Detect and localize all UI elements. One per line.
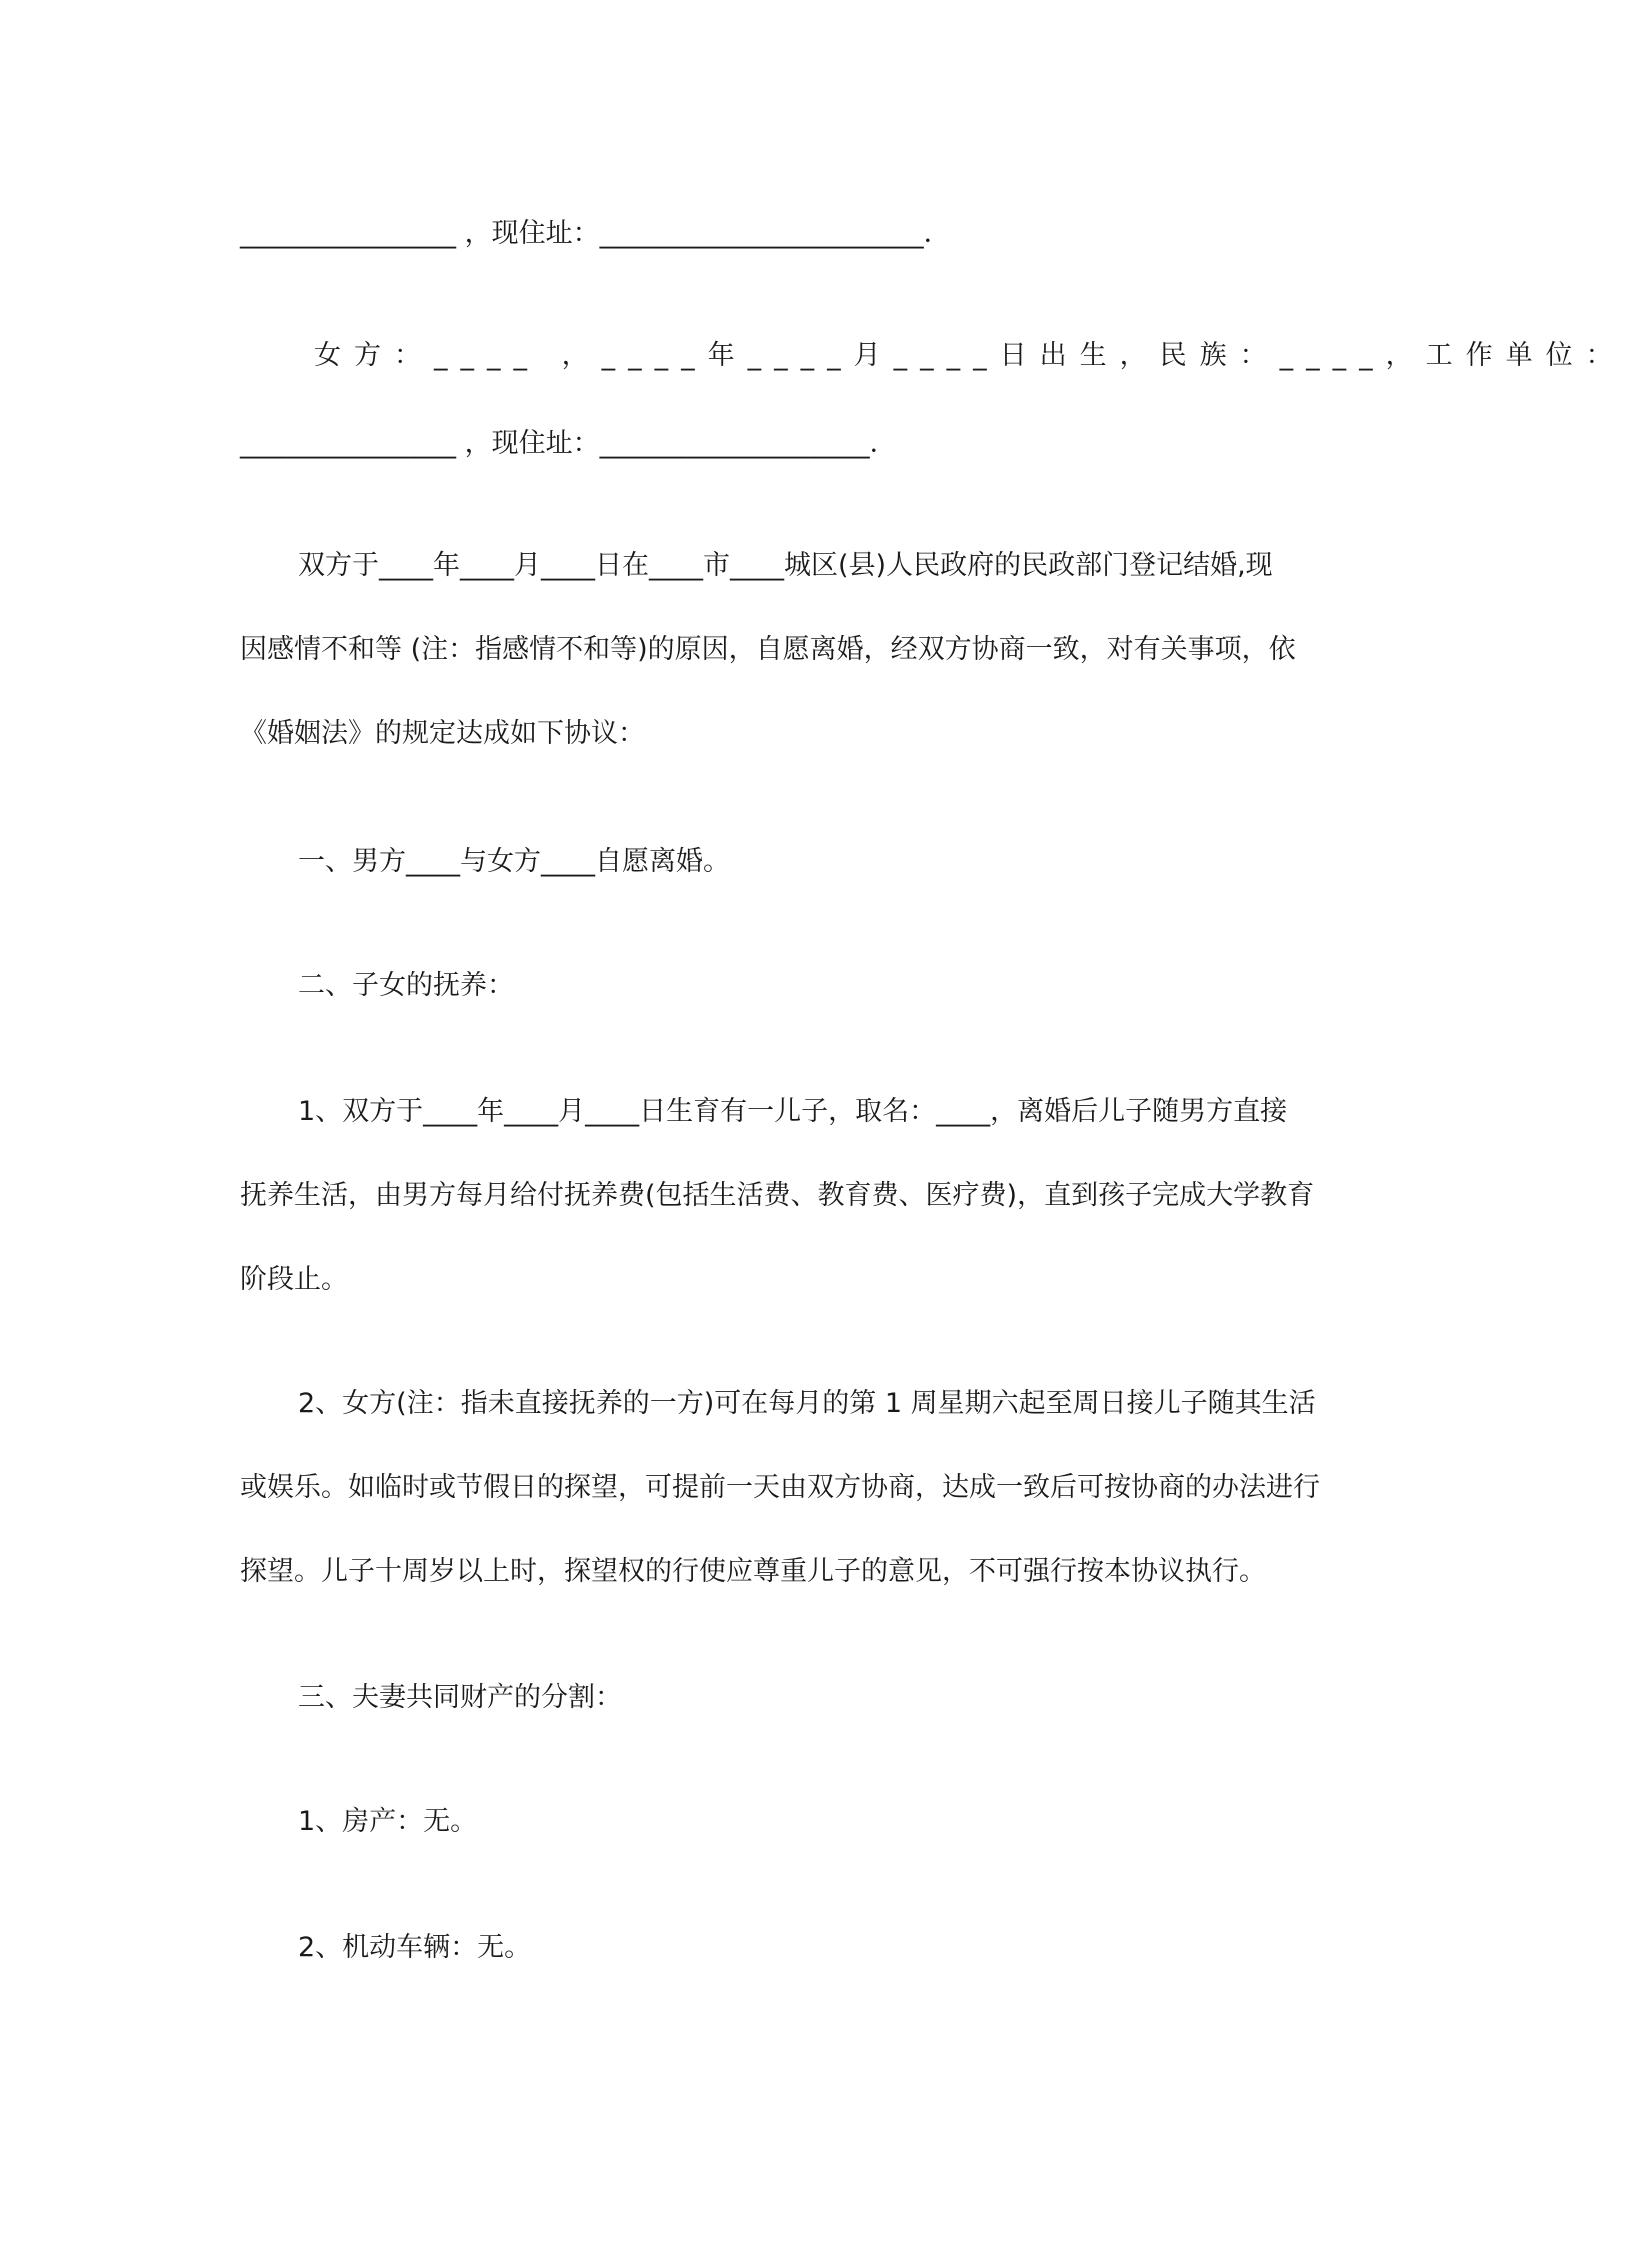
clause-3-heading: 三、夫妻共同财产的分割： bbox=[298, 1682, 622, 1713]
woman-info-line: 女方：____ ，____年____月____日出生，民族：____，工作单位： bbox=[314, 340, 1626, 371]
child-custody-line-2: 抚养生活，由男方每月给付抚养费(包括生活费、教育费、医疗费)，直到孩子完成大学教育 bbox=[240, 1180, 1315, 1211]
child-custody-line-3: 阶段止。 bbox=[240, 1264, 348, 1295]
man-address-line: ________________ ，现住址：________________________． bbox=[240, 218, 951, 249]
visitation-line-3: 探望。儿子十周岁以上时，探望权的行使应尊重儿子的意见，不可强行按本协议执行。 bbox=[240, 1556, 1266, 1587]
marriage-registration-line: 双方于____年____月____日在____市____城区(县)人民政府的民政部门登记结婚,现 bbox=[298, 550, 1273, 581]
divorce-reason-line: 因感情不和等 (注：指感情不和等)的原因，自愿离婚，经双方协商一致，对有关事项，依 bbox=[240, 634, 1296, 665]
property-vehicle-line: 2、机动车辆：无。 bbox=[298, 1932, 532, 1963]
visitation-line-2: 或娱乐。如临时或节假日的探望，可提前一天由双方协商，达成一致后可按协商的办法进行 bbox=[240, 1472, 1320, 1503]
clause-1-heading: 一、男方____与女方____自愿离婚。 bbox=[298, 846, 730, 877]
property-housing-line: 1、房产：无。 bbox=[298, 1806, 478, 1837]
visitation-line-1: 2、女方(注：指未直接抚养的一方)可在每月的第 1 周星期六起至周日接儿子随其生活 bbox=[298, 1388, 1316, 1419]
agreement-intro-line: 《婚姻法》的规定达成如下协议： bbox=[240, 718, 645, 749]
child-custody-line-1: 1、双方于____年____月____日生育有一儿子，取名：____，离婚后儿子随男方直接 bbox=[298, 1096, 1288, 1127]
clause-2-heading: 二、子女的抚养： bbox=[298, 970, 514, 1001]
woman-address-line: ________________ ，现住址：____________________． bbox=[240, 428, 897, 459]
